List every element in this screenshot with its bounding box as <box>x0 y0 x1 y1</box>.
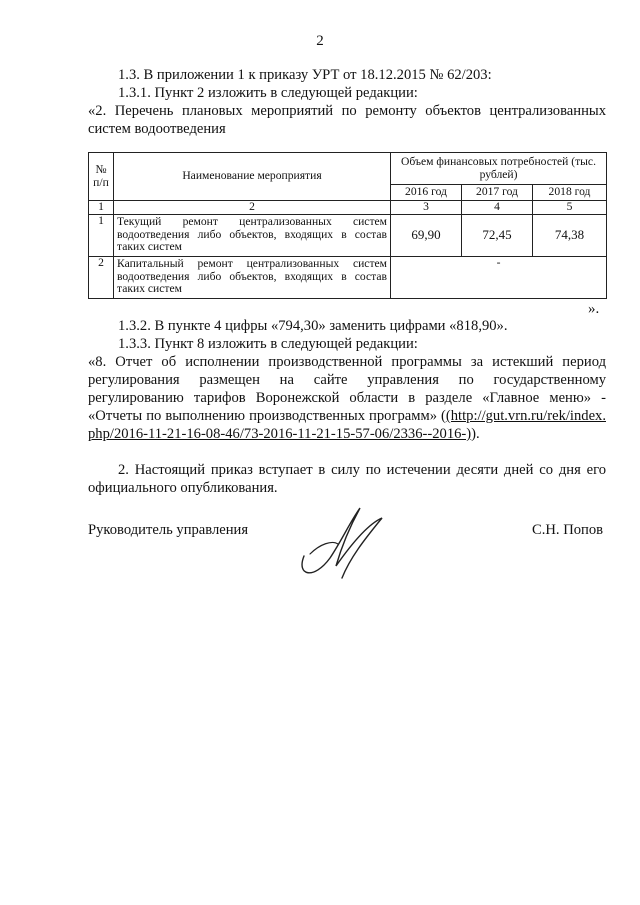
paragraph-item-8 <box>88 353 606 443</box>
paragraph-1-3-2: 1.3.2. В пункте 4 цифры «794,30» заменить цифрами «818,90». <box>118 318 508 334</box>
header-finance: Объем финансовых потребностей (тыс. рублей) <box>391 153 607 185</box>
row-num: 1 <box>89 214 114 256</box>
table-row <box>89 214 607 256</box>
report-link[interactable]: (http://gut.vrn.ru/rek/index.php/2016-11-21-16-08-46/73-2016-11-21-15-57-06/2336--2016-) <box>88 408 606 442</box>
paragraph-1-3-1: 1.3.1. Пункт 2 изложить в следующей редакции: <box>118 85 418 101</box>
header-year-2017: 2017 год <box>462 185 533 201</box>
header-name: Наименование мероприятия <box>114 153 391 201</box>
col-number: 2 <box>114 201 391 215</box>
paragraph-1-3-3: 1.3.3. Пункт 8 изложить в следующей редакции: <box>118 336 418 352</box>
measures-table <box>88 152 607 299</box>
header-year-2016: 2016 год <box>391 185 462 201</box>
row-name: Капитальный ремонт централизованных систем водоотведения либо объектов, входящих в состав таких систем <box>114 256 391 298</box>
header-year-2018: 2018 год <box>533 185 607 201</box>
row-merged-value: - <box>391 256 607 298</box>
row-num: 2 <box>89 256 114 298</box>
signatory-title: Руководитель управления <box>88 522 249 538</box>
paragraph-list-title: «2. Перечень плановых мероприятий по ремонту объектов централизованных систем водоотведения <box>88 103 606 137</box>
table-row <box>89 256 607 298</box>
col-number: 1 <box>89 201 114 215</box>
paragraph-2: 2. Настоящий приказ вступает в силу по истечении десяти дней со дня его официального опубликования. <box>88 462 606 496</box>
col-number: 5 <box>533 201 607 215</box>
row-value-2016: 69,90 <box>391 214 462 256</box>
signatory-name: С.Н. Попов <box>532 522 604 538</box>
row-value-2017: 72,45 <box>462 214 533 256</box>
col-number: 3 <box>391 201 462 215</box>
paragraph-1-3: 1.3. В приложении 1 к приказу УРТ от 18.12.2015 № 62/203: <box>118 67 492 83</box>
page-number: 2 <box>316 33 324 49</box>
row-name: Текущий ремонт централизованных систем водоотведения либо объектов, входящих в состав таких систем <box>114 214 391 256</box>
col-number: 4 <box>462 201 533 215</box>
signature-image <box>292 500 392 582</box>
row-value-2018: 74,38 <box>533 214 607 256</box>
quote-end: ». <box>588 301 600 317</box>
paragraph-item-8-end: ). <box>471 426 480 442</box>
header-num: № п/п <box>89 153 114 201</box>
paragraph-item-8-text: «8. Отчет об исполнении производственной программы за истекший период регулирования размещен на сайте управления по государственному регулированию тарифов Воронежской области в разделе «Главное меню» - «Отчеты по выполнению производственных программ» ( <box>88 354 606 424</box>
